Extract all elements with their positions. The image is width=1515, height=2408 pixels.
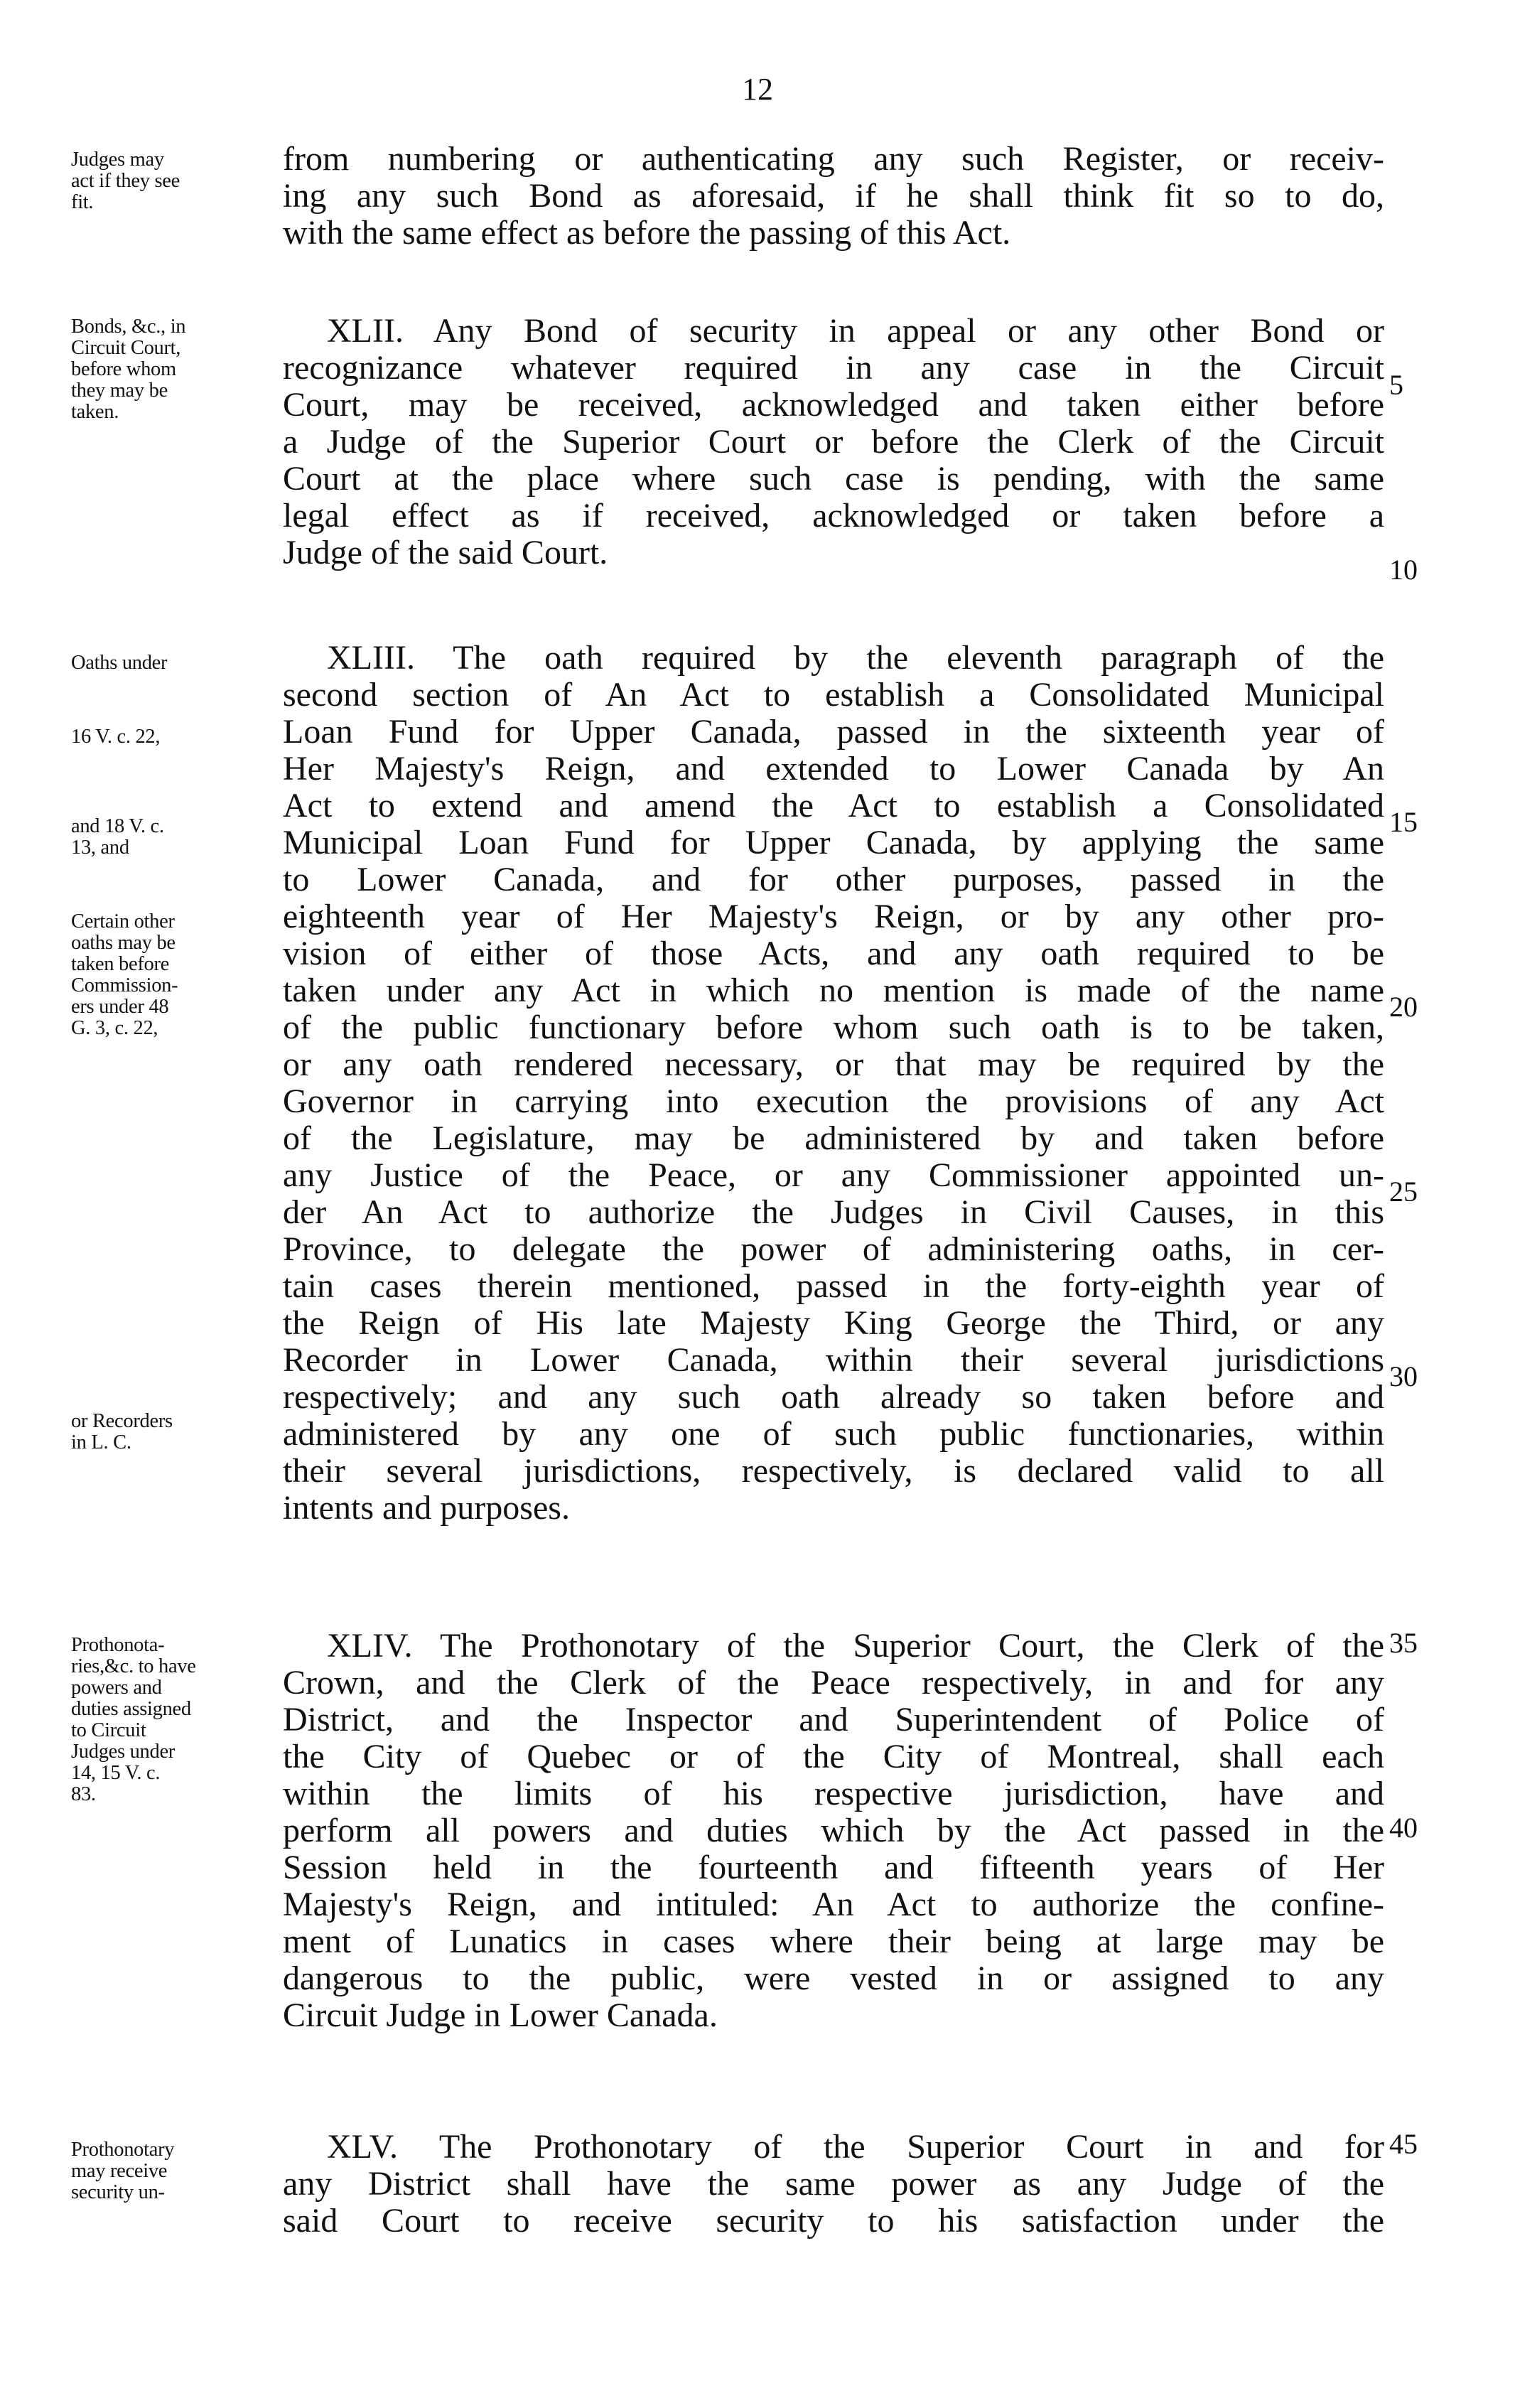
margin-note-oaths (71, 652, 277, 674)
line-number: 25 (1389, 1176, 1418, 1208)
text-line: Loan Fund for Upper Canada, passed in the sixteenth year of (283, 713, 1384, 751)
text-line: tain cases therein mentioned, passed in the forty-eighth year of (283, 1267, 1384, 1305)
margin-note-line: 83. (71, 1783, 96, 1805)
margin-note-line: G. 3, c. 22, (71, 1017, 158, 1039)
margin-note-line: 13, and (71, 837, 129, 859)
text-line: Municipal Loan Fund for Upper Canada, by applying the same (283, 824, 1384, 861)
margin-note-prothonotary (71, 2139, 277, 2203)
text-line: ment of Lunatics in cases where their being at large may be (283, 1923, 1384, 1960)
text-line: Governor in carrying into execution the provisions of any Act (283, 1082, 1384, 1120)
text-line: intents and purposes. (283, 1489, 570, 1527)
margin-note-line: to Circuit (71, 1719, 146, 1741)
text-line: a Judge of the Superior Court or before the Clerk of the Circuit (283, 423, 1384, 461)
line-number: 45 (1389, 2128, 1418, 2160)
text-line: ing any such Bond as aforesaid, if he shall think fit so to do, (283, 177, 1384, 215)
margin-note-line: or Recorders (71, 1410, 173, 1432)
line-number: 15 (1389, 806, 1418, 838)
section-xlv (283, 2129, 1384, 2240)
text-line: second section of An Act to establish a Consolidated Municipal (283, 676, 1384, 714)
margin-note-line: Bonds, &c., in (71, 316, 186, 338)
line-number: 30 (1389, 1360, 1418, 1392)
text-line: District, and the Inspector and Superintendent of Police of (283, 1701, 1384, 1738)
margin-note-line: and 18 V. c. (71, 815, 164, 837)
text-line: of the Legislature, may be administered by and taken before (283, 1119, 1384, 1157)
text-line: Act to extend and amend the Act to establish a Consolidated (283, 787, 1384, 824)
text-line: der An Act to authorize the Judges in Civil Causes, in this (283, 1193, 1384, 1231)
text-line: Circuit Judge in Lower Canada. (283, 1996, 718, 2034)
margin-note-line: Judges under (71, 1741, 175, 1763)
text-line: Recorder in Lower Canada, within their several jurisdictions (283, 1341, 1384, 1379)
margin-note-line: Prothonota- (71, 1634, 165, 1656)
text-line: vision of either of those Acts, and any oath required to be (283, 935, 1384, 972)
text-line: Her Majesty's Reign, and extended to Lower Canada by An (283, 750, 1384, 788)
text-line: Session held in the fourteenth and fifteenth years of Her (283, 1849, 1384, 1886)
line-number: 5 (1389, 369, 1403, 401)
paragraph-continuation (283, 141, 1384, 252)
margin-note-line: powers and (71, 1677, 162, 1699)
margin-note-bonds (71, 316, 277, 423)
text-line: Majesty's Reign, and intituled: An Act to authorize the confine- (283, 1886, 1384, 1923)
margin-note-line: Oaths under (71, 652, 168, 674)
margin-note-line: Judges may (71, 149, 164, 171)
line-number: 40 (1389, 1812, 1418, 1844)
text-line: respectively; and any such oath already so taken before and (283, 1378, 1384, 1416)
page-number: 12 (742, 72, 773, 107)
section-xlii (283, 313, 1384, 571)
margin-note-line: act if they see (71, 170, 180, 192)
line-number: 35 (1389, 1627, 1418, 1659)
margin-note-line: Circuit Court, (71, 337, 181, 359)
margin-note-18v (71, 816, 277, 859)
text-line: any District shall have the same power as any Judge of the (283, 2165, 1384, 2203)
text-line: recognizance whatever required in any case in the Circuit (283, 349, 1384, 387)
text-line: to Lower Canada, and for other purposes, passed in the (283, 861, 1384, 898)
margin-note-line: security un- (71, 2181, 165, 2203)
text-line: the City of Quebec or of the City of Montreal, shall each (283, 1738, 1384, 1775)
margin-note-line: ers under 48 (71, 996, 169, 1018)
text-line: Court, may be received, acknowledged and taken either before (283, 386, 1384, 424)
margin-note-line: Prothonotary (71, 2139, 175, 2161)
margin-note-line: duties assigned (71, 1698, 191, 1720)
text-line: perform all powers and duties which by the Act passed in the (283, 1812, 1384, 1849)
margin-note-line: before whom (71, 358, 176, 380)
margin-note-line: ries,&c. to have (71, 1655, 196, 1677)
text-line: administered by any one of such public functionaries, within (283, 1415, 1384, 1453)
text-line: the Reign of His late Majesty King George the Third, or any (283, 1304, 1384, 1342)
margin-note-line: they may be (71, 380, 168, 402)
margin-note-line: taken before (71, 953, 170, 975)
margin-note-16v (71, 726, 277, 748)
margin-note-judges (71, 149, 277, 213)
text-line: dangerous to the public, were vested in or assigned to any (283, 1960, 1384, 1997)
margin-note-line: Certain other (71, 910, 175, 932)
line-number: 20 (1389, 991, 1418, 1023)
text-line: within the limits of his respective jurisdiction, have and (283, 1775, 1384, 1812)
text-line: their several jurisdictions, respectively, is declared valid to all (283, 1452, 1384, 1490)
text-line: of the public functionary before whom such oath is to be taken, (283, 1009, 1384, 1046)
text-line: legal effect as if received, acknowledged or taken before a (283, 497, 1384, 534)
text-line: Court at the place where such case is pending, with the same (283, 460, 1384, 498)
margin-note-prothonotaries (71, 1635, 277, 1805)
text-line: Province, to delegate the power of administering oaths, in cer- (283, 1230, 1384, 1268)
margin-note-line: 14, 15 V. c. (71, 1762, 161, 1784)
margin-note-line: may receive (71, 2160, 168, 2182)
margin-note-line: oaths may be (71, 932, 176, 954)
line-number: 10 (1389, 554, 1418, 586)
margin-note-line: in L. C. (71, 1431, 131, 1453)
margin-note-line: taken. (71, 401, 119, 423)
margin-note-line: Commission- (71, 974, 178, 996)
text-line: XLII. Any Bond of security in appeal or any other Bond or (327, 312, 1384, 350)
text-line: taken under any Act in which no mention is made of the name (283, 972, 1384, 1009)
text-line: any Justice of the Peace, or any Commissioner appointed un- (283, 1156, 1384, 1194)
text-line: Judge of the said Court. (283, 534, 608, 571)
text-line: XLIII. The oath required by the eleventh paragraph of the (327, 639, 1384, 677)
text-line: said Court to receive security to his satisfaction under the (283, 2202, 1384, 2240)
text-line: with the same effect as before the passing of this Act. (283, 214, 1011, 252)
text-line: or any oath rendered necessary, or that may be required by the (283, 1046, 1384, 1083)
margin-note-certain-oaths (71, 911, 277, 1039)
section-xliv (283, 1628, 1384, 2034)
text-line: Crown, and the Clerk of the Peace respectively, in and for any (283, 1664, 1384, 1702)
text-line: XLV. The Prothonotary of the Superior Court in and for (327, 2128, 1384, 2166)
margin-note-recorders (71, 1411, 277, 1453)
text-line: eighteenth year of Her Majesty's Reign, or by any other pro- (283, 898, 1384, 935)
margin-note-line: 16 V. c. 22, (71, 726, 161, 748)
section-xliii (283, 640, 1384, 1527)
text-line: from numbering or authenticating any such Register, or receiv- (283, 140, 1384, 178)
margin-note-line: fit. (71, 191, 94, 213)
text-line: XLIV. The Prothonotary of the Superior Court, the Clerk of the (327, 1627, 1384, 1665)
